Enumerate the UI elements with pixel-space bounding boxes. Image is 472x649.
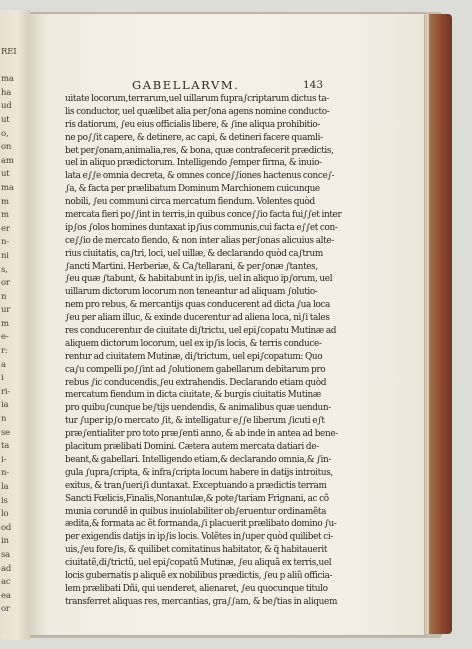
- left-page-line-fragment: se: [1, 427, 10, 438]
- left-page-line-fragment: sa: [1, 549, 11, 560]
- text-line: lem prælibati Dñi, qui uenderet, alienaret, ∫eu quocunque titulo: [65, 583, 328, 594]
- left-page-line-fragment: m: [1, 196, 9, 207]
- left-page-line-fragment: n-: [1, 468, 9, 479]
- text-line: tur ∫uper ip∫o mercato ∫it, & intelligatur e∫∫e liberum ∫icuti e∫t: [65, 416, 325, 427]
- text-line: ∫ancti Martini. Herberiæ, & Ca∫tellarani, & per∫onæ ∫tantes,: [65, 261, 318, 272]
- text-line: res conducerentur de ciuitate di∫trictu, uel epi∫copatu Mutinæ ad: [65, 326, 337, 337]
- left-page-line-fragment: ri-: [1, 386, 11, 397]
- text-line: ne po∫∫it capere, & detinere, ac capi, & detineri facere quamli-: [65, 132, 323, 143]
- page-number: 143: [303, 79, 324, 91]
- body-text: [65, 93, 342, 611]
- text-line: uis,∫eu fore∫is, & quilibet comitatinus habitator, & q̃ habitauerit: [65, 545, 328, 556]
- text-line: aliquem dictorum locorum, uel ex ip∫is locis, & terris conduce-: [65, 338, 322, 349]
- left-page-line-fragment: r:: [1, 346, 8, 357]
- left-page-line-fragment: od: [1, 522, 12, 533]
- left-page-line-fragment: n: [1, 291, 7, 302]
- text-line: locis gubernatis p aliquẽ ex nobilibus prædictis, ∫eu p aliũ officia-: [65, 570, 333, 581]
- left-page-line-fragment: ac: [1, 577, 11, 588]
- text-line: mercatum fiendum in dicta ciuitate, & burgis ciuitatis Mutinæ: [65, 390, 321, 401]
- left-page-line-fragment: la: [1, 482, 9, 492]
- text-line: mercata fieri po∫∫int in terris,in quibus conce∫∫io facta fui∫∫et inter: [65, 210, 342, 221]
- left-page-line-fragment: am: [1, 155, 14, 166]
- text-line: nobili, ∫eu communi circa mercatum fiendum. Volentes quòd: [65, 197, 315, 208]
- text-line: placitum prælibati Domini. Cætera autem mercata datiari de-: [65, 442, 319, 453]
- text-line: per exigendis datijs in ip∫is locis. Volẽtes in∫uper quòd quilibet ci-: [65, 532, 333, 543]
- left-page-line-fragment: on: [1, 142, 12, 153]
- left-page-text-fragments: [1, 46, 27, 615]
- left-page-line-fragment: n-: [1, 237, 9, 248]
- left-page-line-fragment: lo: [1, 509, 9, 520]
- text-line: bet per∫onam,animalia,res, & bona, quæ contrafecerit prædictis,: [65, 145, 334, 156]
- text-line: Sancti Fœlicis,Finalis,Nonantulæ,& pote∫tariam Frignani, ac cõ: [65, 493, 329, 504]
- text-line: ædita,& formata ac ẽt formanda,∫i placuerit prælibato domino ∫u-: [65, 519, 337, 530]
- left-page-line-fragment: ea: [1, 590, 11, 601]
- left-page-line-fragment: ha: [1, 87, 12, 98]
- text-line: beant,& gabellari. Intelligendo etiam,& declarando omnia,& ∫in-: [65, 454, 332, 465]
- left-page-edge: [0, 10, 30, 640]
- text-line: lis conductor, uel quælibet alia per∫ona agens nomine conducto-: [65, 106, 330, 117]
- left-page-line-fragment: or: [1, 604, 10, 615]
- text-line: ∫eu quæ ∫tabunt, & habitabunt in ip∫is, uel in aliquo ip∫orum, uel: [65, 274, 333, 285]
- text-line: uel in aliquo prædictorum. Intelligendo ∫emper firma, & inuio-: [65, 158, 322, 169]
- text-line: nem pro rebus, & mercantijs quas conducerent ad dicta ∫ua loca: [65, 300, 330, 311]
- left-page-line-fragment: er: [1, 223, 10, 234]
- left-page-line-fragment: m: [1, 210, 9, 221]
- left-page-line-fragment: m: [1, 318, 9, 329]
- text-line: transferret aliquas res, mercantias, gra∫∫am, & be∫tias in aliquem: [65, 596, 338, 607]
- left-page-line-fragment: ur: [1, 305, 11, 316]
- running-title: GABELLARVM.: [132, 78, 240, 92]
- left-page-line-fragment: ma: [1, 74, 14, 85]
- left-page-line-fragment: ut: [1, 169, 10, 180]
- left-page-line-fragment: ut: [1, 114, 10, 125]
- text-line: præ∫entialiter pro toto præ∫enti anno, & ab inde in antea ad bene-: [65, 429, 338, 440]
- left-page-line-fragment: e-: [1, 332, 9, 343]
- left-page-line-fragment: ia: [1, 400, 9, 411]
- left-page-line-fragment: a: [1, 359, 6, 370]
- text-line: ca∫u compelli po∫∫int ad ∫olutionem gabellarum debitarum pro: [65, 364, 326, 375]
- left-page-line-fragment: [1, 60, 27, 74]
- left-page-line-fragment: is: [1, 495, 8, 506]
- left-page-line-fragment: s,: [1, 264, 8, 275]
- left-page-line-fragment: i: [1, 373, 4, 384]
- text-line: uitate locorum,terrarum,uel uillarum fupra∫criptarum dictus ta-: [65, 94, 329, 104]
- left-page-line-fragment: ud: [1, 101, 12, 112]
- left-page-line-fragment: ad: [1, 563, 12, 574]
- text-line: rentur ad ciuitatem Mutinæ, di∫trictum, uel epi∫copatum: Quo: [65, 351, 323, 362]
- left-page-line-fragment: in: [1, 536, 9, 547]
- left-page-line-fragment: REI: [1, 47, 17, 57]
- text-line: ciuitatẽ,di∫trictũ, uel epi∫copatũ Mutinæ, ∫eu aliquã ex terris,uel: [65, 558, 332, 569]
- text-line: ∫eu per aliam illuc, & exinde ducerentur ad aliena loca, ni∫i tales: [65, 313, 330, 324]
- text-line: pro quibu∫cunque be∫tijs uendendis, & animalibus quæ uendun-: [65, 403, 331, 414]
- left-page-line-fragment: ni: [1, 250, 9, 261]
- text-line: gula ∫upra∫cripta, & infra∫cripta locum habere in datijs introitus,: [65, 467, 333, 478]
- text-line: ris datiorum, ∫eu eius officialis libere, & ∫ine aliqua prohibitio-: [65, 119, 321, 130]
- left-page-line-fragment: ta: [1, 441, 10, 452]
- text-line: ip∫os ∫olos homines duntaxat ip∫ius communis,cui facta e∫∫et con-: [65, 222, 338, 233]
- text-line: ∫a, & facta per prælibatum Dominum Marchionem cuicunque: [65, 184, 320, 195]
- left-page-line-fragment: or: [1, 278, 10, 289]
- text-line: exitus, & tran∫ueri∫i duntaxat. Exceptuando a prædictis terram: [65, 480, 327, 491]
- left-page-line-fragment: o,: [1, 128, 9, 139]
- text-line: rebus ∫ic conducendis,∫eu extrahendis. Declarando etiam quòd: [65, 377, 327, 388]
- text-line: munia corundẽ in quibus inuiolabiliter ob∫eruentur ordinamẽta: [65, 506, 327, 517]
- left-page-line-fragment: i-: [1, 454, 7, 465]
- left-page-line-fragment: ma: [1, 182, 14, 193]
- text-line: rius ciuitatis, ca∫tri, loci, uel uillæ, & declarando quòd ca∫trum: [65, 248, 323, 259]
- text-line: lata e∫∫e omnia decreta, & omnes conce∫∫iones hactenus conce∫-: [65, 171, 335, 182]
- left-page-line-fragment: n: [1, 414, 7, 425]
- text-line: ce∫∫io de mercato fiendo, & non inter alias per∫onas alicuius alte-: [65, 235, 334, 246]
- text-line: uillarum dictorum locorum non teneantur ad aliquam ∫olutio-: [65, 287, 318, 298]
